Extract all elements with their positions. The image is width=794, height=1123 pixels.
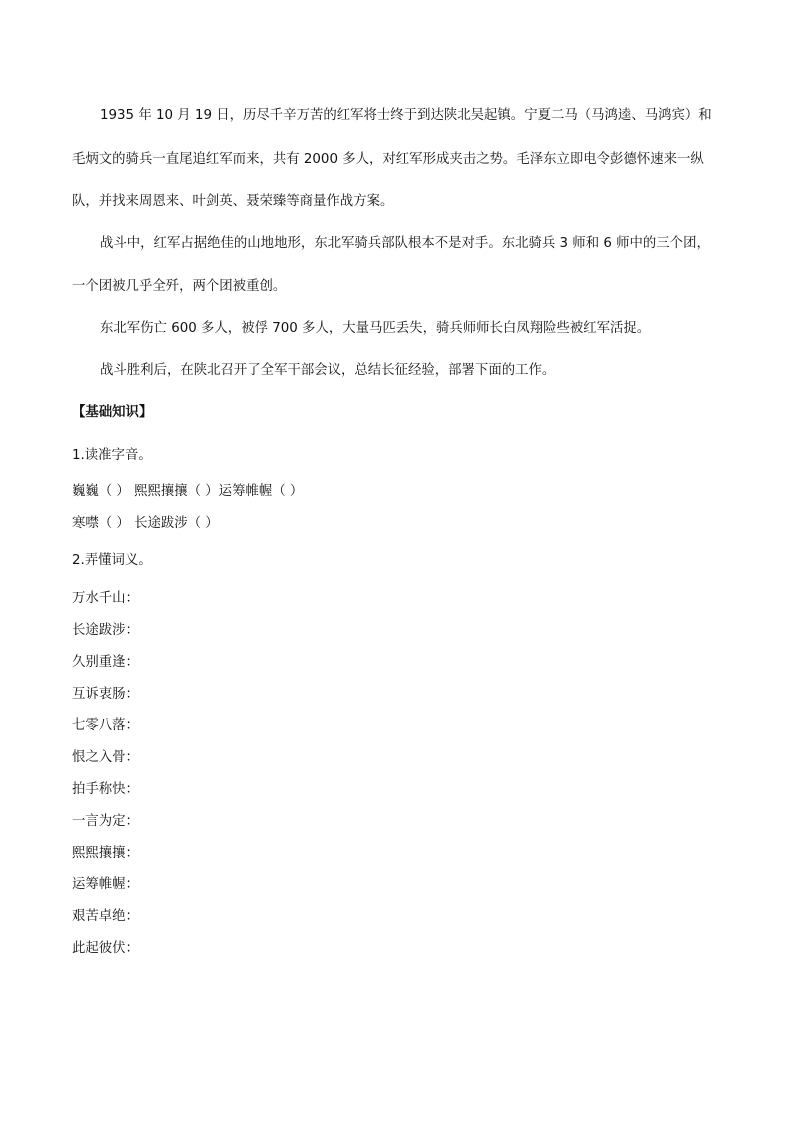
passage-line-7: 战斗胜利后，在陕北召开了全军干部会议，总结长征经验，部署下面的工作。 [100,363,556,378]
passage-line-5: 一个团被几乎全歼，两个团被重创。 [72,279,287,294]
passage-line-1: 1935 年 10 月 19 日，历尽千辛万苦的红军将士终于到达陕北吴起镇。宁夏二马（马鸿逵、马鸿宾）和 [100,108,712,123]
passage-line-6: 东北军伤亡 600 多人，被俘 700 多人，大量马匹丢失，骑兵师师长白凤翔险些被红军活捉。 [100,321,651,336]
vocab-item: 长途跋涉： [72,623,139,638]
question-1-row-1: 巍巍（ ） 熙熙攘攘（ ）运筹帷幄（ ） [72,484,304,499]
passage-line-4: 战斗中，红军占据绝佳的山地地形，东北军骑兵部队根本不是对手。东北骑兵 3 师和 6 师中的三个团， [100,236,710,251]
vocab-item: 久别重逢： [72,655,139,670]
vocab-item: 运筹帷幄： [72,877,139,892]
vocab-item: 恨之入骨： [72,750,139,765]
question-2-title: 2.弄懂词义。 [72,553,152,568]
question-1-row-2: 寒噤（ ） 长途跋涉（ ） [72,516,219,531]
vocab-item: 七零八落： [72,718,139,733]
section-heading: 【基础知识】 [72,405,153,420]
vocab-item: 艰苦卓绝： [72,909,139,924]
vocab-item: 互诉衷肠： [72,687,139,702]
vocab-item: 熙熙攘攘： [72,846,139,861]
vocab-item: 万水千山： [72,591,139,606]
passage-line-3: 队，并找来周恩来、叶剑英、聂荣臻等商量作战方案。 [72,194,394,209]
vocab-item: 一言为定： [72,814,139,829]
vocab-item: 此起彼伏： [72,941,139,956]
vocab-item: 拍手称快： [72,782,139,797]
question-1-title: 1.读准字音。 [72,448,152,463]
passage-line-2: 毛炳文的骑兵一直尾追红军而来，共有 2000 多人，对红军形成夹击之势。毛泽东立即电令彭德怀速来一纵 [72,152,704,167]
